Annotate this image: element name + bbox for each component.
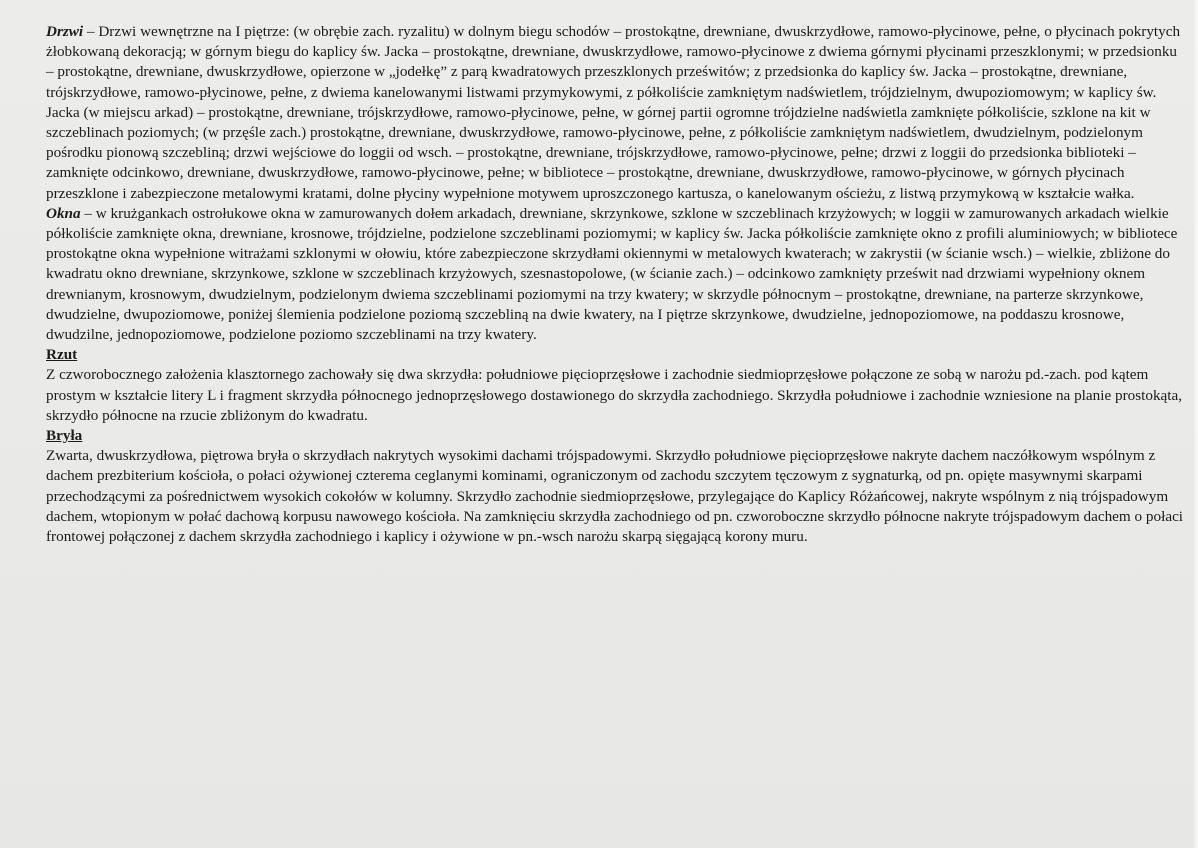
doors-text: – Drzwi wewnętrzne na I piętrze: (w obrębie zach. ryzalitu) w dolnym biegu schodów – prostokątne, drewniane, dwuskrzydłowe, ramowo-płycinowe, pełne, o płycinach pokrytych żłobkowaną dekoracją; w górnym biegu do kaplicy św. Jacka – prostokątne, drewniane, dwuskrzydłowe, ramowo-płycinowe z dwiema górnymi płycinami przeszklonymi; w przedsionku – prostokątne, drewniane, dwuskrzydłowe, opierzone w „jodełkę” z parą kwadratowych przeszklonych prześwitów; z przedsionka do kaplicy św. Jacka – prostokątne, drewniane, trójskrzydłowe, ramowo-płycinowe, pełne, z dwiema kanelowanymi listwami przymykowymi, z półkoliście zamkniętym nadświetlem, trójdzielnym, dwupoziomowym; w kaplicy św. Jacka (w miejscu arkad) – prostokątne, drewniane, trójskrzydłowe, ramowo-płycinowe, pełne, w górnej partii ogromne trójdzielne nadświetla zamknięte półkoliście, szklone na kit w szczeblinach poziomych; (w przęśle zach.) prostokątne, drewniane, dwuskrzydłowe, ramowo-płycinowe, pełne, z półkoliście zamkniętym nadświetlem, dwudzielnym, podzielonym pośrodku pionową szczebliną; drzwi wejściowe do loggii od wsch. – prostokątne, drewniane, trójskrzydłowe, ramowo-płycinowe, pełne; drzwi z loggii do przedsionka biblioteki – zamknięte odcinkowo, drewniane, dwuskrzydłowe, ramowo-płycinowe, pełne; w bibliotece – prostokątne, drewniane, dwuskrzydłowe, ramowo-płycinowe, w górnych płycinach przeszklone i zabezpieczone metalowymi kratami, dolne płyciny wypełnione motywem uproszczonego kartusza, o kanelowanym ościeżu, z listwą przymykową w kształcie wałka. — [46, 23, 1181, 202]
plan-paragraph: Z czworobocznego założenia klasztornego zachowały się dwa skrzydła: południowe pięcioprzęsłowe i zachodnie siedmioprzęsłowe połączone ze sobą w narożu pd.-zach. pod kątem prostym w kształcie litery L i fragment skrzydła północnego jednoprzęsłowego dostawionego do skrzydła zachodniego. Skrzydła południowe i zachodnie wzniesione na planie prostokąta, skrzydło północne na rzucie zbliżonym do kwadratu. — [46, 366, 1183, 424]
body-paragraph: Zwarta, dwuskrzydłowa, piętrowa bryła o skrzydłach nakrytych wysokimi dachami trójspadowymi. Skrzydło południowe pięcioprzęsłowe nakryte dachem naczółkowym wspólnym z dachem prezbiterium kościoła, o połaci ożywionej czterema ceglanymi kominami, ograniczonym od zachodu szczytem tęczowym z sygnaturką, od pn. opięte masywnymi skarpami przechodzącymi za pośrednictwem wysokich cokołów w kolumny. Skrzydło zachodnie siedmioprzęsłowe, przylegające do Kaplicy Różańcowej, nakryte wspólnym z nią trójspadowym dachem, wtopionym w połać dachową korpusu nawowego kościoła. Na zamknięciu skrzydła zachodniego od pn. czworoboczne skrzydło północne nakryte trójspadowym dachem o połaci frontowej połączonej z dachem skrzydła zachodniego i kaplicy i ożywione w pn.-wsch narożu skarpą sięgającą korony muru. — [46, 447, 1184, 546]
windows-text: – w krużgankach ostrołukowe okna w zamurowanych dołem arkadach, drewniane, skrzynkowe, szklone w szczeblinach krzyżowych; w loggii w zamurowanych arkadach wielkie półkoliście zamknięte okna, drewniane, krosnowe, trójdzielne, podzielone szczeblinami poziomymi; w kaplicy św. Jacka półkoliście zamknięte okno z profili aluminiowych; w bibliotece prostokątne okna wypełnione witrażami szklonymi w ołowiu, które zabezpieczone skrzydłami okiennymi w metalowych kwaterach; w zakrystii (w ścianie wsch.) – wielkie, zbliżone do kwadratu okno drewniane, skrzynkowe, szklone w szczeblinach krzyżowych, szesnastopolowe, (w ścianie zach.) – odcinkowo zamknięty prześwit nad drzwiami wypełniony oknem drewnianym, krosnowym, dwudzielnym, podzielonym dwiema szczeblinami poziomymi na trzy kwatery; w skrzydle północnym – prostokątne, drewniane, na parterze skrzynkowe, dwudzielne, dwupoziomowe, poniżej ślemienia podzielone poziomą szczebliną na dwie kwatery, na I piętrze skrzynkowe, dwudzielne, jednopoziomowe, na poddaszu krosnowe, dwudzilne, jednopoziomowe, podzielone poziomo szczeblinami na trzy kwatery. — [46, 204, 1178, 344]
windows-paragraph — [46, 204, 1188, 345]
doors-lead: Drzwi — [46, 23, 84, 40]
body-heading: Bryła — [46, 427, 83, 445]
document-content — [46, 22, 1188, 547]
plan-heading: Rzut — [46, 346, 78, 364]
windows-lead: Okna — [46, 204, 81, 222]
doors-paragraph — [46, 22, 1188, 204]
